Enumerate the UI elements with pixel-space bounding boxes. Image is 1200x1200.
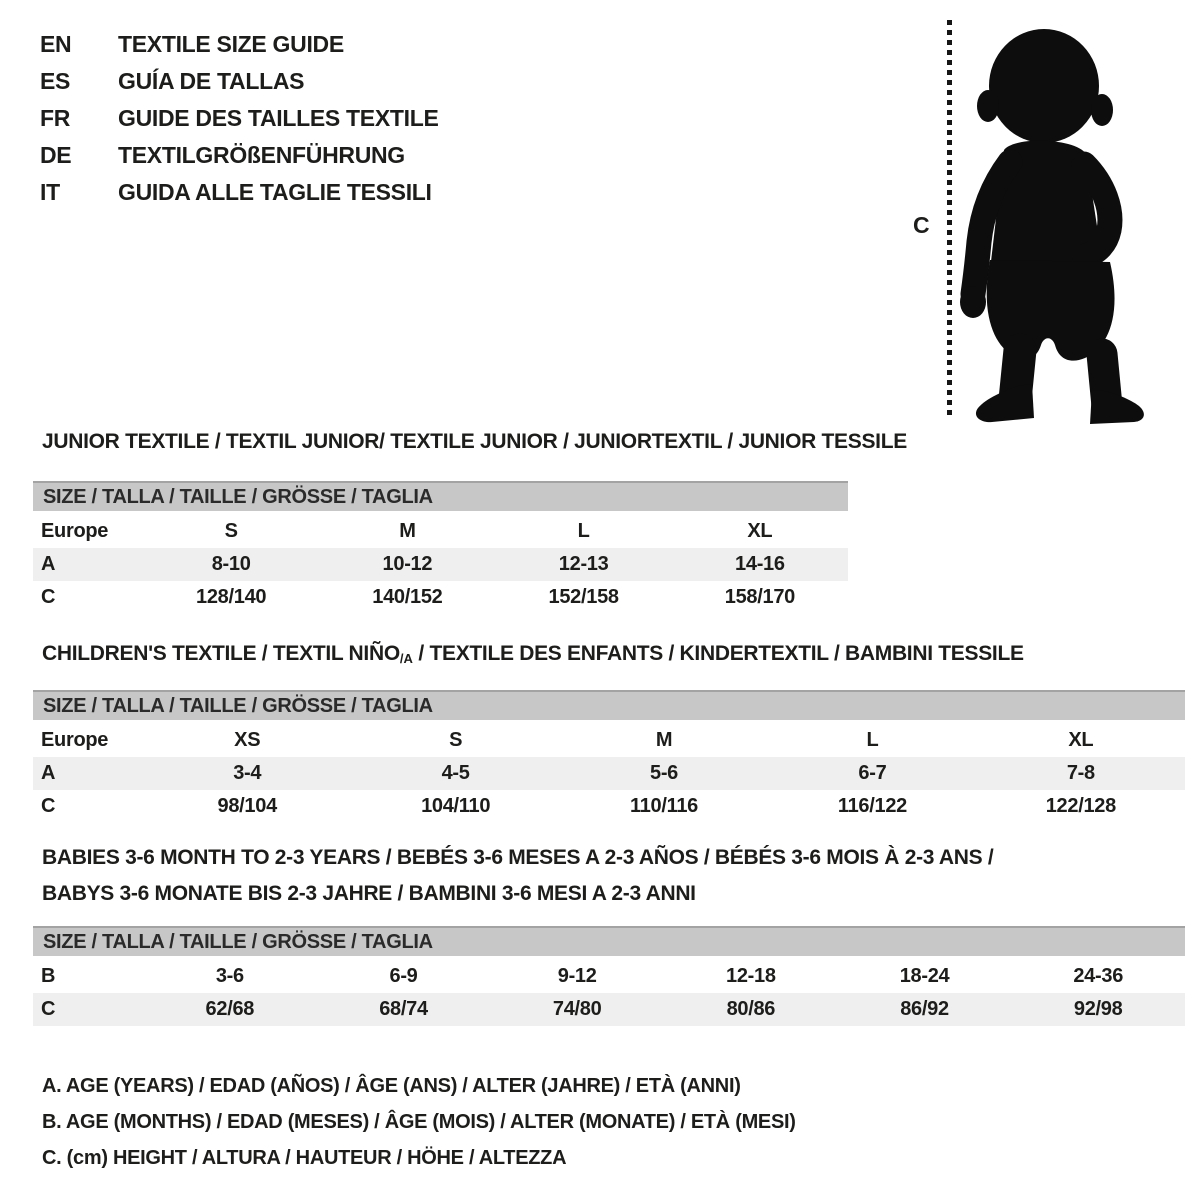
lang-row-en xyxy=(40,26,439,63)
children-size-header-bar: SIZE / TALLA / TAILLE / GRÖSSE / TAGLIA xyxy=(33,690,1185,720)
height-cell: 92/98 xyxy=(1073,998,1123,1020)
size-cell: S xyxy=(224,520,238,542)
size-cell: M xyxy=(655,729,673,751)
age-cell: 14-16 xyxy=(735,553,785,575)
age-cell: 12-18 xyxy=(726,965,776,987)
junior-size-header-bar: SIZE / TALLA / TAILLE / GRÖSSE / TAGLIA xyxy=(33,481,848,511)
lang-title: GUÍA DE TALLAS xyxy=(118,68,305,94)
age-cell: 4-5 xyxy=(441,762,470,784)
legend-block xyxy=(42,1068,796,1176)
lang-code: DE xyxy=(40,142,72,168)
row-label: A xyxy=(41,762,56,784)
age-cell: 9-12 xyxy=(557,965,597,987)
lang-title: GUIDE DES TAILLES TEXTILE xyxy=(118,105,439,131)
lang-row-it xyxy=(40,174,439,211)
table-row xyxy=(33,548,848,581)
age-cell: 3-4 xyxy=(233,762,262,784)
height-cell: 80/86 xyxy=(726,998,776,1020)
size-cell: S xyxy=(449,729,463,751)
row-label: C xyxy=(41,586,56,608)
size-cell: XL xyxy=(1068,729,1094,751)
height-cell: 62/68 xyxy=(205,998,255,1020)
height-cell: 86/92 xyxy=(900,998,949,1020)
height-cell: 110/116 xyxy=(630,795,699,817)
height-cell: 74/80 xyxy=(552,998,602,1020)
lang-row-de xyxy=(40,137,439,174)
height-cell: 152/158 xyxy=(548,586,619,608)
legend-line-b: B. AGE (MONTHS) / EDAD (MESES) / ÂGE (MOIS) / ALTER (MONATE) / ETÀ (MESI) xyxy=(42,1110,796,1133)
table-row xyxy=(33,581,848,614)
size-cell: M xyxy=(399,520,416,542)
size-cell: L xyxy=(577,520,590,542)
children-size-table xyxy=(33,690,1185,823)
height-cell: 122/128 xyxy=(1045,795,1116,817)
row-label: A xyxy=(41,553,56,575)
row-label: Europe xyxy=(41,520,109,542)
babies-size-header-bar: SIZE / TALLA / TAILLE / GRÖSSE / TAGLIA xyxy=(33,926,1185,956)
size-cell: XS xyxy=(234,729,261,751)
height-cell: 158/170 xyxy=(724,586,795,608)
height-cell: 68/74 xyxy=(379,998,428,1020)
lang-row-es xyxy=(40,63,439,100)
table-row xyxy=(33,993,1185,1026)
lang-code: ES xyxy=(40,68,71,94)
children-title-subscript: /A xyxy=(399,651,413,666)
age-cell: 6-9 xyxy=(389,965,418,987)
lang-row-fr xyxy=(40,100,439,137)
size-cell: XL xyxy=(747,520,773,542)
table-row xyxy=(33,757,1185,790)
lang-code: FR xyxy=(40,105,71,131)
age-cell: 3-6 xyxy=(215,965,244,987)
legend-line-a: A. AGE (YEARS) / EDAD (AÑOS) / ÂGE (ANS) / ALTER (JAHRE) / ETÀ (ANNI) xyxy=(42,1074,741,1097)
row-label: C xyxy=(41,998,56,1020)
height-cell: 140/152 xyxy=(372,586,443,608)
row-label: C xyxy=(41,795,56,817)
size-cell: L xyxy=(866,729,879,751)
age-cell: 24-36 xyxy=(1073,965,1124,987)
junior-section-title: JUNIOR TEXTILE / TEXTIL JUNIOR/ TEXTILE JUNIOR / JUNIORTEXTIL / JUNIOR TESSILE xyxy=(42,430,907,453)
row-label: B xyxy=(41,965,56,987)
age-cell: 10-12 xyxy=(382,553,433,575)
toddler-silhouette-image xyxy=(952,14,1152,424)
table-row xyxy=(33,790,1185,823)
table-row xyxy=(33,960,1185,993)
lang-code: IT xyxy=(40,179,60,205)
height-measure-label: C xyxy=(913,212,930,238)
height-cell: 98/104 xyxy=(217,795,277,817)
children-section-title xyxy=(42,642,1024,666)
children-title-suffix: / TEXTILE DES ENFANTS / KINDERTEXTIL / BAMBINI TESSILE xyxy=(412,642,1024,665)
age-cell: 5-6 xyxy=(650,762,679,784)
language-header xyxy=(40,26,439,211)
height-cell: 104/110 xyxy=(421,795,491,817)
lang-code: EN xyxy=(40,31,72,57)
junior-size-table xyxy=(33,481,848,614)
children-title-prefix: CHILDREN'S TEXTILE / TEXTIL NIÑO xyxy=(42,642,400,665)
height-cell: 116/122 xyxy=(837,795,907,817)
height-cell: 128/140 xyxy=(196,586,267,608)
babies-size-table xyxy=(33,926,1185,1026)
age-cell: 18-24 xyxy=(899,965,950,987)
row-label: Europe xyxy=(41,729,109,751)
age-cell: 7-8 xyxy=(1066,762,1095,784)
silhouette-head xyxy=(989,29,1099,143)
age-cell: 6-7 xyxy=(858,762,887,784)
table-row xyxy=(33,724,1185,757)
legend-line-c: C. (cm) HEIGHT / ALTURA / HAUTEUR / HÖHE / ALTEZZA xyxy=(42,1146,567,1169)
lang-title: GUIDA ALLE TAGLIE TESSILI xyxy=(118,179,432,205)
babies-section-title-line1: BABIES 3-6 MONTH TO 2-3 YEARS / BEBÉS 3-6 MESES A 2-3 AÑOS / BÉBÉS 3-6 MOIS À 2-3 ANS / xyxy=(42,846,994,869)
babies-section-title-line2: BABYS 3-6 MONATE BIS 2-3 JAHRE / BAMBINI 3-6 MESI A 2-3 ANNI xyxy=(42,882,696,905)
table-row xyxy=(33,515,848,548)
lang-title: TEXTILGRÖßENFÜHRUNG xyxy=(118,142,405,168)
lang-title: TEXTILE SIZE GUIDE xyxy=(118,31,344,57)
age-cell: 8-10 xyxy=(211,553,251,575)
age-cell: 12-13 xyxy=(558,553,609,575)
